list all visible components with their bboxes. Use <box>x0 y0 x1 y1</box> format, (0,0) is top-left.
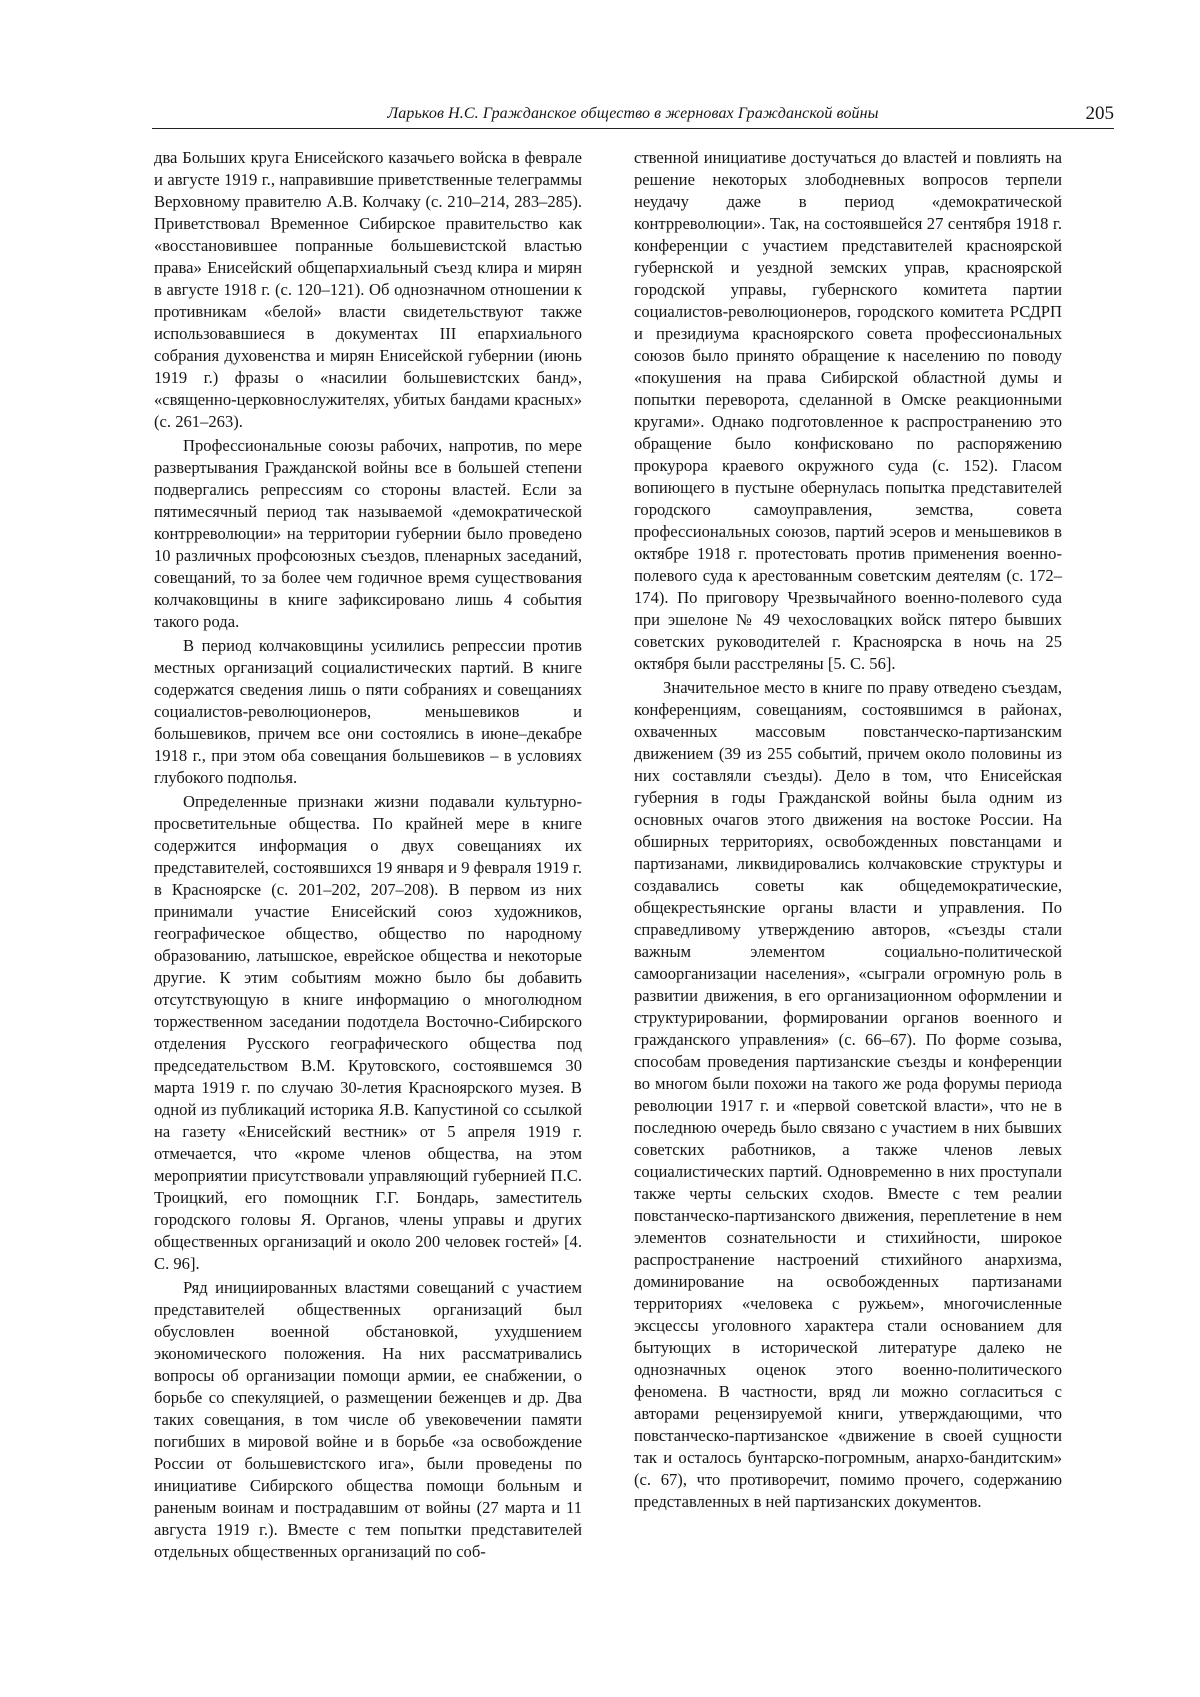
paragraph: два Больших круга Енисейского казачьего войска в феврале и августе 1919 г., направившие приветственные телеграммы Верховному правителю А.В. Колчаку (с. 210–214, 283–285). Приветствовал Временное Сибирское правительство как «восстановившее попранные большевистской властью права» Енисейский общепархиальный съезд клира и мирян в августе 1918 г. (с. 120–121). Об однозначном отношении к противникам «белой» власти свидетельствуют также использовавшиеся в документах III епархиального собрания духовенства и мирян Енисейской губернии (июнь 1919 г.) фразы о «насилии большевистских банд», «священно-церковнослужителях, убитых бандами красных» (с. 261–263). <box>154 147 582 433</box>
right-text-column <box>634 147 1062 1513</box>
paragraph: Ряд инициированных властями совещаний с участием представителей общественных организаций был обусловлен военной обстановкой, ухудшением экономического положения. На них рассматривались вопросы об организации помощи армии, ее снабжении, о борьбе со спекуляцией, о размещении беженцев и др. Два таких совещания, в том числе об увековечении памяти погибших в мировой войне и в борьбе «за освобождение России от большевистского ига», были проведены по инициативе Сибирского общества помощи больным и раненым воинам и пострадавшим от войны (27 марта и 11 августа 1919 г.). Вместе с тем попытки представителей отдельных общественных организаций по соб- <box>154 1277 582 1563</box>
running-header <box>152 104 1114 129</box>
paragraph: Значительное место в книге по праву отведено съездам, конференциям, совещаниям, состоявшимся в районах, охваченных массовым повстанческо-партизанским движением (39 из 255 событий, причем около половины из них составляли съезды). Дело в том, что Енисейская губерния в годы Гражданской войны была одним из основных очагов этого движения на востоке России. На обширных территориях, освобожденных повстанцами и партизанами, ликвидировались колчаковские структуры и создавались советы как общедемократические, общекрестьянские органы власти и управления. По справедливому утверждению авторов, «съезды стали важным элементом социально-политической самоорганизации населения», «сыграли огромную роль в развитии движения, в его организационном оформлении и структурировании, формировании органов военного и гражданского управления» (с. 66–67). По форме созыва, способам проведения партизанские съезды и конференции во многом были похожи на такого же рода форумы периода революции 1917 г. и «первой советской власти», что не в последнюю очередь было связано с участием в них бывших советских работников, а также членов левых социалистических партий. Одновременно в них проступали также черты сельских сходов. Вместе с тем реалии повстанческо-партизанского движения, переплетение в нем элементов сознательности и стихийности, широкое распространение настроений стихийного анархизма, доминирование на освобожденных партизанами территориях «человека с ружьем», многочисленные эксцессы уголовного характера стали основанием для бытующих в исторической литературе далеко не однозначных оценок этого военно-политического феномена. В частности, вряд ли можно согласиться с авторами рецензируемой книги, утверждающими, что повстанческо-партизанское «движение в своей сущности так и осталось бунтарско-погромным, анархо-бандитским» (с. 67), что противоречит, помимо прочего, содержанию представленных в ней партизанских документов. <box>634 677 1062 1513</box>
paragraph: Профессиональные союзы рабочих, напротив, по мере развертывания Гражданской войны все в большей степени подвергались репрессиям со стороны властей. Если за пятимесячный период так называемой «демократической контрреволюции» на территории губернии было проведено 10 различных профсоюзных съездов, пленарных заседаний, совещаний, то за более чем годичное время существования колчаковщины в книге зафиксировано лишь 4 события такого рода. <box>154 435 582 633</box>
page-number: 205 <box>1086 103 1115 125</box>
left-text-column <box>154 147 582 1563</box>
paragraph: В период колчаковщины усилились репрессии против местных организаций социалистических партий. В книге содержатся сведения лишь о пяти собраниях и совещаниях социалистов-революционеров, меньшевиков и большевиков, причем все они состоялись в июне–декабре 1918 г., при этом оба совещания большевиков – в условиях глубокого подполья. <box>154 635 582 789</box>
journal-page <box>0 0 1200 1697</box>
running-title: Ларьков Н.С. Гражданское общество в жерновах Гражданской войны <box>152 105 1114 123</box>
paragraph: ственной инициативе достучаться до властей и повлиять на решение некоторых злободневных вопросов терпели неудачу даже в период «демократической контрреволюции». Так, на состоявшейся 27 сентября 1918 г. конференции с участием представителей красноярской губернской и уездной земских управ, красноярской городской управы, губернского комитета партии социалистов-революционеров, городского комитета РСДРП и президиума красноярского совета профессиональных союзов было принято обращение к населению по поводу «покушения на права Сибирской областной думы и попытки переворота, сделанной в Омске реакционными кругами». Однако подготовленное к распространению это обращение было конфисковано по распоряжению прокурора краевого окружного суда (с. 152). Гласом вопиющего в пустыне обернулась попытка представителей городского самоуправления, земства, совета профессиональных союзов, партий эсеров и меньшевиков в октябре 1918 г. протестовать против применения военно-полевого суда к арестованным советским деятелям (с. 172–174). По приговору Чрезвычайного военно-полевого суда при эшелоне № 49 чехословацких войск пятеро бывших советских руководителей г. Красноярска в ночь на 25 октября были расстреляны [5. С. 56]. <box>634 147 1062 675</box>
paragraph: Определенные признаки жизни подавали культурно-просветительные общества. По крайней мере в книге содержится информация о двух совещаниях их представителей, состоявшихся 19 января и 9 февраля 1919 г. в Красноярске (с. 201–202, 207–208). В первом из них принимали участие Енисейский союз художников, географическое общество, общество по народному образованию, латышское, еврейское общества и некоторые другие. К этим событиям можно было бы добавить отсутствующую в книге информацию о многолюдном торжественном заседании подотдела Восточно-Сибирского отделения Русского географического общества под председательством В.М. Крутовского, состоявшемся 30 марта 1919 г. по случаю 30-летия Красноярского музея. В одной из публикаций историка Я.В. Капустиной со ссылкой на газету «Енисейский вестник» от 5 апреля 1919 г. отмечается, что «кроме членов общества, на этом мероприятии присутствовали управляющий губернией П.С. Троицкий, его помощник Г.Г. Бондарь, заместитель городского головы Я. Органов, члены управы и других общественных организаций и около 200 человек гостей» [4. С. 96]. <box>154 791 582 1275</box>
